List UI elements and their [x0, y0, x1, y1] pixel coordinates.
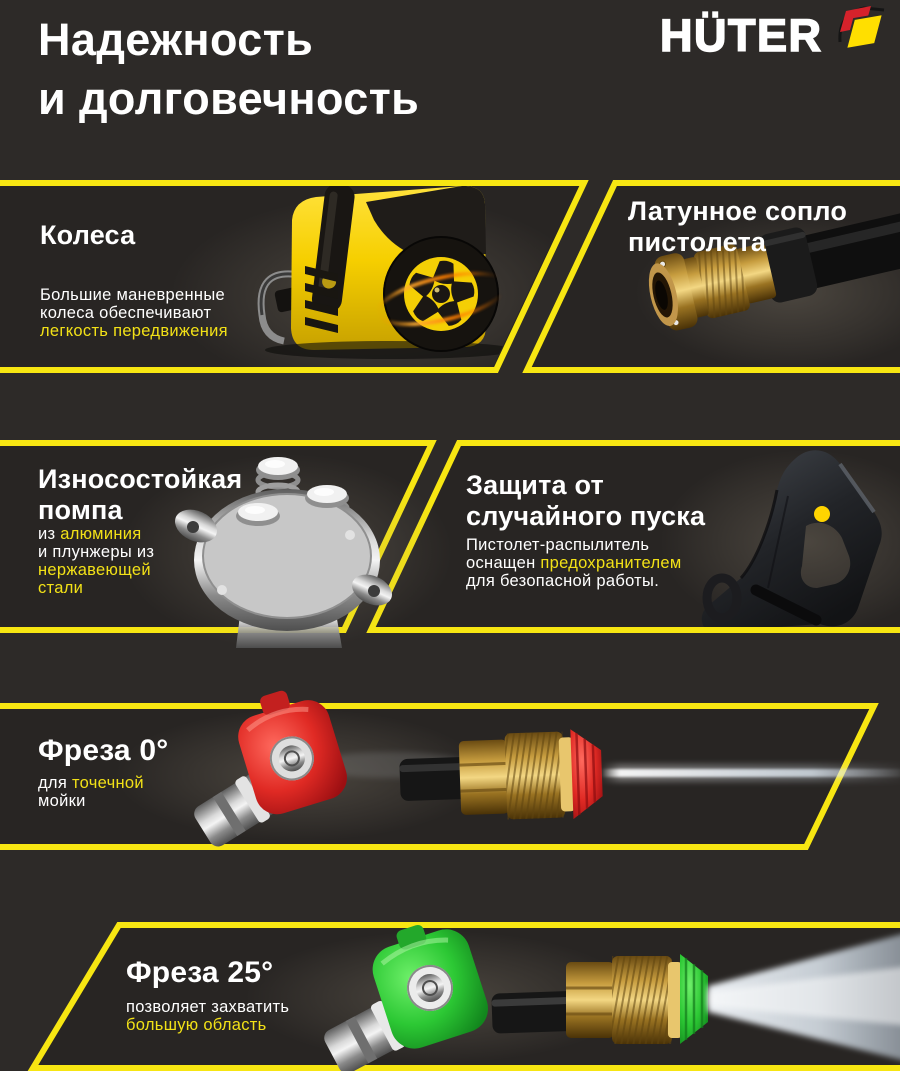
nozzle-0-desc-line2: мойки — [38, 792, 86, 810]
page-title-line2: и долговечность — [38, 73, 420, 124]
pump-desc-line1: из алюминия — [38, 525, 142, 543]
brand-logo-text: HÜTER — [660, 10, 823, 61]
feature-row-4 — [0, 922, 900, 1071]
pump-heading: Износостойкая помпа — [38, 464, 243, 525]
wheels-desc-line3: легкость передвижения — [40, 322, 228, 340]
nozzle-0-description — [38, 774, 144, 810]
pump-desc-line3: нержавеющей — [38, 561, 151, 579]
nozzle-25-description — [126, 998, 289, 1034]
safety-desc-line2: оснащен предохранителем — [466, 554, 682, 572]
water-jet — [602, 769, 900, 777]
trigger-safety-heading: Защита от случайного пуска — [466, 470, 706, 531]
brass-nozzle-heading: Латунное сопло пистолета — [628, 196, 848, 257]
trigger-safety-description — [466, 536, 682, 590]
wheels-description — [40, 286, 228, 340]
pump-desc-line4: стали — [38, 579, 84, 597]
wheels-heading: Колеса — [40, 220, 136, 250]
page-title-line1: Надежность — [38, 14, 314, 65]
safety-desc-line1: Пистолет-распылитель — [466, 536, 650, 554]
brand-logo — [660, 8, 892, 72]
wheels-desc-line1: Большие маневренные — [40, 286, 225, 304]
nozzle-25-desc-line1: позволяет захватить — [126, 998, 290, 1016]
brand-flag-emblem-icon — [836, 4, 888, 52]
nozzle-25-desc-line2: большую область — [126, 1016, 267, 1034]
nozzle-25-heading: Фреза 25° — [126, 956, 274, 989]
pump-description — [38, 525, 154, 597]
page-title — [38, 10, 419, 128]
nozzle-0-heading: Фреза 0° — [38, 734, 169, 767]
pump-desc-line2: и плунжеры из — [38, 543, 155, 561]
safety-button-dot — [814, 506, 830, 522]
nozzle-0-desc-line1: для точечной — [38, 774, 144, 792]
safety-desc-line3: для безопасной работы. — [466, 572, 660, 590]
wheels-desc-line2: колеса обеспечивают — [40, 304, 212, 322]
